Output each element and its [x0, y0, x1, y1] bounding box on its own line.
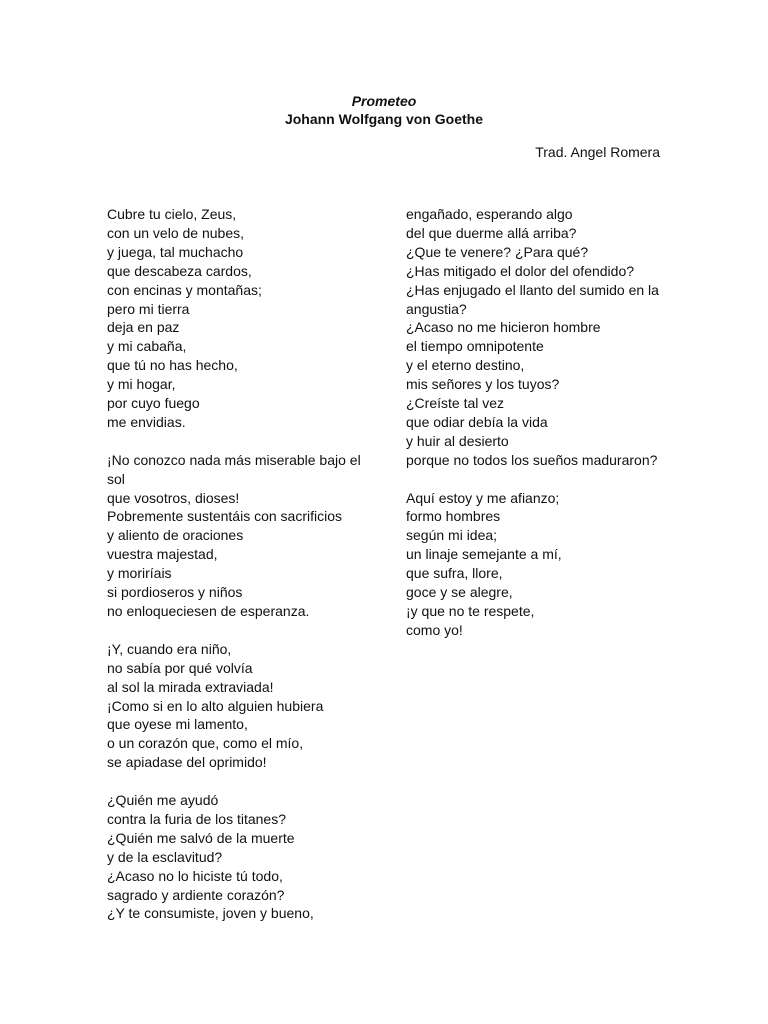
poem-line: no sabía por qué volvía	[107, 659, 253, 676]
right-column	[406, 205, 668, 659]
poem-line: por cuyo fuego	[107, 395, 200, 412]
poem-line: y aliento de oraciones	[107, 527, 244, 544]
poem-line: ¿Que te venere? ¿Para qué?	[406, 243, 589, 260]
poem-line: como yo!	[406, 621, 463, 638]
poem-line: al sol la mirada extraviada!	[107, 678, 274, 695]
poem-line: mis señores y los tuyos?	[406, 376, 560, 393]
poem-line: ¡Como si en lo alto alguien hubiera	[107, 697, 324, 714]
poem-line: y huir al desierto	[406, 432, 509, 449]
stanza	[107, 640, 369, 772]
poem-line: un linaje semejante a mí,	[406, 546, 562, 563]
poem-line: sagrado y ardiente corazón?	[107, 886, 285, 903]
poem-line: ¿Creíste tal vez	[406, 395, 505, 412]
poem-line: porque no todos los sueños maduraron?	[406, 451, 658, 468]
poem-line: que sufra, llore,	[406, 565, 503, 582]
stanza	[107, 791, 369, 923]
poem-line: ¡Y, cuando era niño,	[107, 640, 232, 657]
poem-line: me envidias.	[107, 413, 186, 430]
translator-credit: Trad. Angel Romera	[535, 144, 660, 160]
poem-line: Pobremente sustentáis con sacrificios	[107, 508, 342, 525]
poem-line: ¿Has enjugado el llanto del sumido en la angustia?	[406, 281, 659, 317]
stanza	[107, 205, 369, 432]
poem-line: ¡y que no te respete,	[406, 603, 535, 620]
poem-line: que oyese mi lamento,	[107, 716, 248, 733]
poem-line: formo hombres	[406, 508, 501, 525]
poem-line: no enloqueciesen de esperanza.	[107, 603, 310, 620]
poem-line: y mi hogar,	[107, 376, 176, 393]
poem-author: Johann Wolfgang von Goethe	[284, 111, 484, 127]
poem-line: y mi cabaña,	[107, 338, 187, 355]
stanza	[107, 451, 369, 621]
poem-line: con un velo de nubes,	[107, 224, 244, 241]
poem-line: vuestra majestad,	[107, 546, 218, 563]
stanza	[406, 489, 668, 640]
stanza	[406, 205, 668, 470]
poem-line: que tú no has hecho,	[107, 357, 238, 374]
poem-line: el tiempo omnipotente	[406, 338, 544, 355]
poem-line: ¿Acaso no me hicieron hombre	[406, 319, 601, 336]
poem-line: ¿Acaso no lo hiciste tú todo,	[107, 867, 283, 884]
poem-line: según mi idea;	[406, 527, 498, 544]
poem-line: ¿Y te consumiste, joven y bueno,	[107, 905, 314, 922]
poem-line: y moriríais	[107, 565, 172, 582]
poem-line: o un corazón que, como el mío,	[107, 735, 304, 752]
poem-line: y juega, tal muchacho	[107, 243, 244, 260]
left-column	[107, 205, 369, 942]
poem-line: Cubre tu cielo, Zeus,	[107, 206, 237, 222]
poem-line: con encinas y montañas;	[107, 281, 262, 298]
poem-line: ¿Quién me salvó de la muerte	[107, 829, 295, 846]
poem-line: y de la esclavitud?	[107, 848, 223, 865]
poem-line: si pordioseros y niños	[107, 584, 243, 601]
poem-line: y el eterno destino,	[406, 357, 525, 374]
poem-line: se apiadase del oprimido!	[107, 754, 267, 771]
poem-line: goce y se alegre,	[406, 584, 513, 601]
poem-line: ¡No conozco nada más miserable bajo el sol	[107, 451, 361, 487]
poem-line: ¿Has mitigado el dolor del ofendido?	[406, 262, 635, 279]
poem-line: ¿Quién me ayudó	[107, 792, 219, 809]
poem-title: Prometeo	[351, 93, 417, 109]
poem-line: que vosotros, dioses!	[107, 489, 240, 506]
poem-line: contra la furia de los titanes?	[107, 810, 286, 827]
poem-line: deja en paz	[107, 319, 180, 336]
poem-line: pero mi tierra	[107, 300, 190, 317]
poem-line: que descabeza cardos,	[107, 262, 252, 279]
poem-line: engañado, esperando algo	[406, 206, 573, 222]
poem-line: que odiar debía la vida	[406, 413, 548, 430]
poem-line: del que duerme allá arriba?	[406, 224, 577, 241]
poem-line: Aquí estoy y me afianzo;	[406, 489, 560, 506]
